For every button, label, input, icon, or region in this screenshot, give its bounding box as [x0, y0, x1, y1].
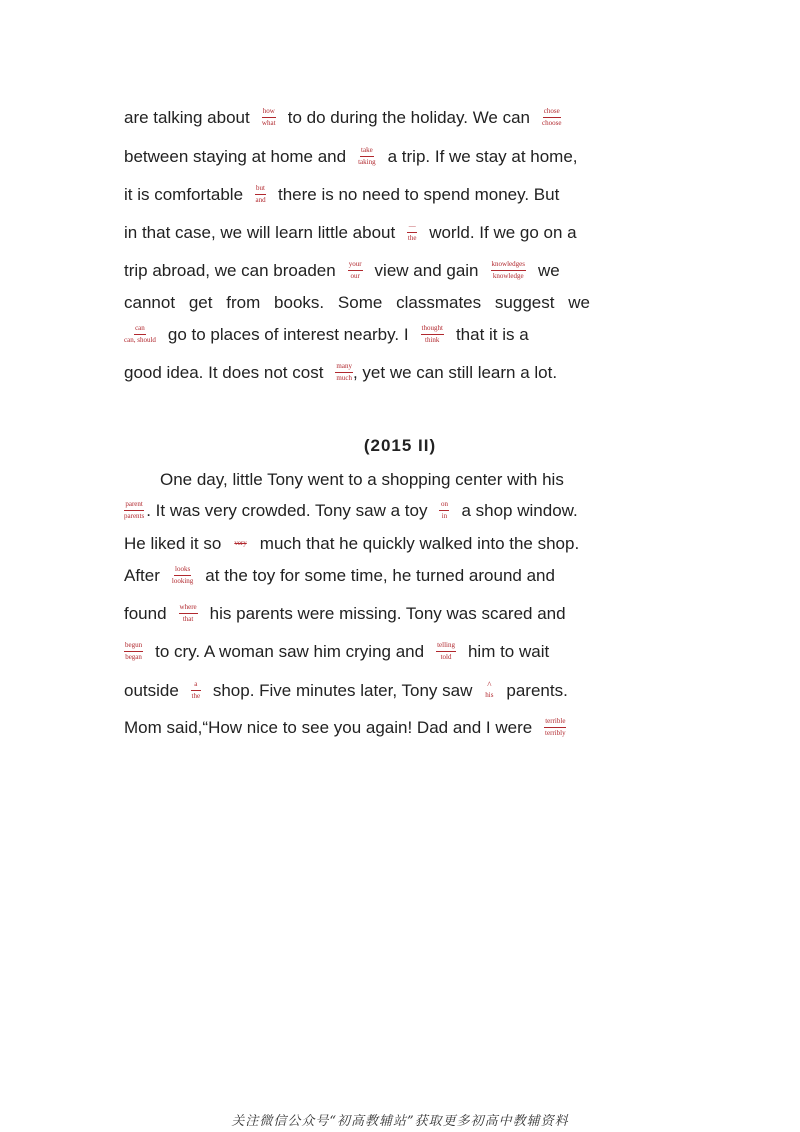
passage1-line-4: [124, 222, 590, 243]
text-segment: world. If we go on a: [429, 222, 577, 242]
text-segment: a trip. If we stay at home,: [387, 146, 578, 166]
text-segment: him to wait: [467, 641, 550, 661]
correction-insert-the: — the: [407, 222, 417, 242]
word: cannot: [124, 293, 176, 312]
correction-take-taking: take taking: [358, 146, 376, 166]
word: books.: [274, 293, 325, 312]
footer-promo: 关注微信公众号“初高教辅站”获取更多初高中教辅资料: [231, 1114, 569, 1129]
word: Some: [337, 293, 383, 312]
text-segment: that it is a: [455, 324, 529, 344]
word: classmates: [396, 293, 482, 312]
correction-thought-think: thought think: [421, 324, 443, 344]
text-segment: to do during the holiday. We can: [287, 107, 531, 127]
text-segment: are talking about: [124, 107, 250, 127]
correction-your-our: your our: [348, 260, 362, 280]
correction-parent-parents: parent parents: [124, 500, 145, 520]
passage2-line-6: [124, 641, 590, 662]
passage2-line-2: [124, 500, 590, 521]
correction-begun-began: begun began: [125, 641, 143, 661]
passage1-line-6: [124, 293, 590, 313]
text-segment: his parents were missing. Tony was scared and: [209, 603, 566, 623]
correction-insert-his: ^ his: [485, 680, 494, 699]
correction-terrible-terribly: terrible terribly: [545, 717, 566, 737]
passage1-line-3: [124, 184, 590, 205]
passage1-line-5: [124, 260, 590, 281]
text-segment: view and gain: [374, 260, 479, 280]
text-segment: go to places of interest nearby. I: [167, 324, 409, 344]
section-heading: (2015 II): [363, 436, 437, 455]
text-segment: good idea. It does not cost: [124, 362, 324, 382]
text-segment: , yet we can still learn a lot.: [352, 362, 558, 382]
text-segment: between staying at home and: [124, 146, 347, 166]
text-segment: we: [537, 260, 560, 280]
text-segment: He liked it so: [124, 534, 222, 553]
text-segment: it is comfortable: [124, 184, 244, 204]
passage2-line-1: [124, 470, 590, 490]
text-segment: found: [124, 603, 167, 623]
text-segment: shop. Five minutes later, Tony saw: [212, 680, 473, 700]
passage2-line-7: [124, 680, 590, 701]
correction-how-what: how what: [261, 107, 276, 127]
text-segment: After: [124, 565, 160, 585]
correction-where-that: where that: [179, 603, 197, 623]
correction-but-and: but and: [255, 184, 266, 204]
passage1-line-2: [124, 146, 590, 167]
passage1-line-8: [124, 362, 590, 383]
passage2-line-4: [124, 565, 590, 586]
correction-can-should: can can, should: [124, 324, 156, 344]
text-segment: outside: [124, 680, 179, 700]
passage2-line-3: [124, 534, 590, 554]
correction-on-in: on in: [440, 500, 448, 520]
text-segment: at the toy for some time, he turned around and: [205, 565, 555, 585]
text-segment: One day, little Tony went to a shopping center with his: [160, 470, 564, 489]
correction-looks-looking: looks looking: [171, 565, 194, 585]
word: we: [568, 293, 590, 312]
word: from: [226, 293, 261, 312]
text-segment: to cry. A woman saw him crying and: [155, 641, 425, 661]
correction-delete-very: very: [234, 538, 247, 547]
correction-a-the: a the: [191, 680, 201, 700]
passage2-line-5: [124, 603, 590, 624]
text-segment: . It was very crowded. Tony saw a toy: [146, 500, 428, 520]
text-segment: Mom said,“How nice to see you again! Dad and I were: [124, 717, 533, 737]
passage2-line-8: [124, 717, 590, 738]
text-segment: there is no need to spend money. But: [278, 184, 560, 204]
correction-chose-choose: chose choose: [542, 107, 562, 127]
text-segment: parents.: [506, 680, 568, 700]
word: get: [188, 293, 213, 312]
correction-many-much: many much: [336, 362, 352, 382]
text-segment: a shop window.: [461, 500, 578, 520]
correction-telling-told: telling told: [437, 641, 455, 661]
correction-knowledges-knowledge: knowledges knowledge: [491, 260, 525, 280]
text-segment: in that case, we will learn little about: [124, 222, 396, 242]
passage1-line-7: [124, 324, 590, 345]
word: suggest: [494, 293, 555, 312]
text-segment: much that he quickly walked into the shop.: [259, 534, 580, 553]
text-segment: trip abroad, we can broaden: [124, 260, 336, 280]
passage1-line-1: [124, 107, 590, 128]
